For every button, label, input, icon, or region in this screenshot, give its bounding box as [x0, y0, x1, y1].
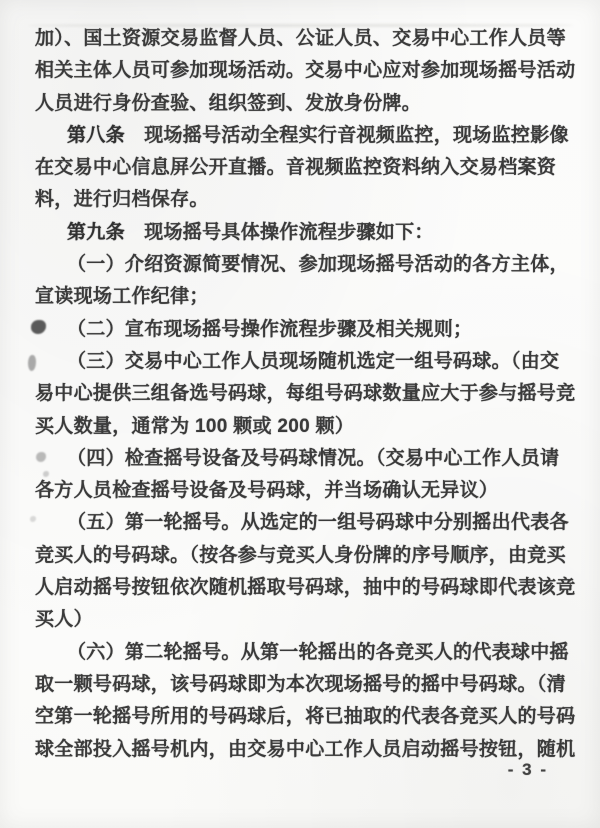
text-line	[35, 572, 577, 604]
line-text: 球全部投入摇号机内，由交易中心工作人员启动摇号按钮，随机	[35, 738, 576, 760]
line-text: 相关主体人员可参加现场活动。交易中心应对参加现场摇号活动	[35, 60, 576, 82]
text-line	[35, 443, 577, 475]
line-text: （一）介绍资源简要情况、参加现场摇号活动的各方主体，	[67, 254, 569, 276]
page-number: - 3 -	[507, 760, 548, 779]
line-text: 买人数量，通常为 100 颗或 200 颗）	[35, 415, 355, 437]
line-text: （三）交易中心工作人员现场随机选定一组号码球。（由交	[67, 350, 560, 372]
line-text: 加）、国土资源交易监督人员、公证人员、交易中心工作人员等	[35, 28, 566, 49]
line-text: 现场摇号具体操作流程步骤如下：	[124, 221, 434, 243]
text-line	[35, 281, 577, 313]
text-line	[35, 346, 577, 378]
line-text: 在交易中心信息屏公开直播。音视频监控资料纳入交易档案资	[35, 157, 557, 179]
line-text: （四）检查摇号设备及号码球情况。（交易中心工作人员请	[67, 447, 560, 469]
text-line	[35, 120, 577, 152]
line-text: （六）第二轮摇号。从第一轮摇出的各竞买人的代表球中摇	[67, 641, 569, 663]
line-text: 空第一轮摇号所用的号码球后，将已抽取的代表各竞买人的号码	[35, 706, 576, 728]
text-line	[35, 637, 577, 669]
text-line	[35, 475, 577, 507]
text-block	[35, 23, 577, 766]
text-line	[35, 669, 577, 701]
text-line	[35, 249, 577, 281]
text-line	[35, 604, 577, 636]
text-line	[35, 734, 577, 766]
text-line	[35, 314, 577, 346]
text-line	[35, 507, 577, 539]
line-text: 现场摇号活动全程实行音视频监控，现场监控影像	[124, 124, 569, 146]
line-text: （五）第一轮摇号。从选定的一组号码球中分别摇出代表各	[67, 512, 569, 534]
text-line	[35, 540, 577, 572]
text-line	[35, 152, 577, 184]
line-text: 人员进行身份查验、组织签到、发放身份牌。	[35, 92, 422, 114]
text-line	[35, 55, 577, 87]
line-text: 宣读现场工作纪律；	[35, 286, 209, 308]
text-line	[35, 701, 577, 733]
line-text: （二）宣布现场摇号操作流程步骤及相关规则；	[67, 318, 473, 340]
line-text: 买人）	[35, 609, 93, 631]
article-number: 第九条	[67, 221, 125, 243]
line-text: 各方人员检查摇号设备及号码球，并当场确认无异议）	[35, 480, 499, 502]
line-text: 竞买人的号码球。（按各参与竞买人身份牌的序号顺序，由竞买	[35, 544, 566, 566]
line-text: 料，进行归档保存。	[35, 189, 209, 211]
text-line	[35, 88, 577, 120]
article-number: 第八条	[67, 124, 125, 146]
text-line	[35, 378, 577, 410]
line-text: 人启动摇号按钮依次随机摇取号码球，抽中的号码球即代表该竞	[35, 577, 576, 599]
text-line	[35, 411, 577, 443]
line-text: 易中心提供三组备选号码球，每组号码球数量应大于参与摇号竞	[35, 383, 576, 405]
text-line	[35, 184, 577, 216]
text-line	[35, 217, 577, 249]
line-text: 取一颗号码球，该号码球即为本次现场摇号的摇中号码球。（清	[35, 673, 566, 695]
text-line	[35, 23, 577, 55]
